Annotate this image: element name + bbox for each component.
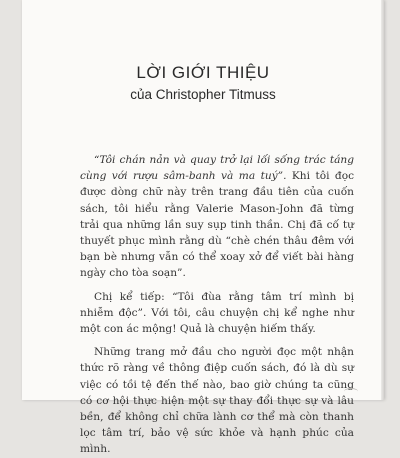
paragraph-3: Những trang mở đầu cho người đọc một nhận thức rõ ràng về thông điệp cuốn sách, đó là dù sự việc có tồi tệ đến thế nào, bao giờ chúng ta cũng có cơ hội thực hiện một sự thay đổi thực sự và lâu bền, để không chỉ chữa lành cơ thể mà còn thanh lọc tâm trí, bảo vệ sức khỏe và hạnh phúc của mình. bbox=[80, 346, 354, 456]
paragraph-2: Chị kể tiếp: “Tôi đùa rằng tâm trí mình bị nhiễm độc”. Với tôi, câu chuyện chị kể nghe như một con ác mộng! Quả là chuyện hiếm thấy. bbox=[80, 290, 354, 336]
book-page bbox=[22, 0, 384, 456]
page-corner-mark bbox=[344, 388, 358, 395]
paragraph-1-text: Khi tôi đọc được dòng chữ này trên trang đầu tiên của cuốn sách, tôi hiểu rằng Valerie Mason-John đã từng trải qua những lần suy sụp tinh thần. Chị đã cố tự thuyết phục mình rằng dù “chè chén thâu đêm với bạn bè nhưng vẫn có thể xoay xở để viết bài hàng ngày cho tòa soạn”. bbox=[80, 170, 354, 280]
page-edge bbox=[381, 0, 384, 400]
chapter-heading bbox=[22, 62, 384, 106]
paragraph-1 bbox=[80, 152, 354, 282]
opening-quote: “Tôi chán nản và quay trở lại lối sống trác táng cùng với rượu sâm-banh và ma tuý”. bbox=[80, 154, 354, 183]
chapter-subtitle: của Christopher Titmuss bbox=[130, 87, 276, 102]
body-text bbox=[80, 152, 354, 458]
chapter-title: LỜI GIỚI THIỆU bbox=[136, 63, 270, 82]
